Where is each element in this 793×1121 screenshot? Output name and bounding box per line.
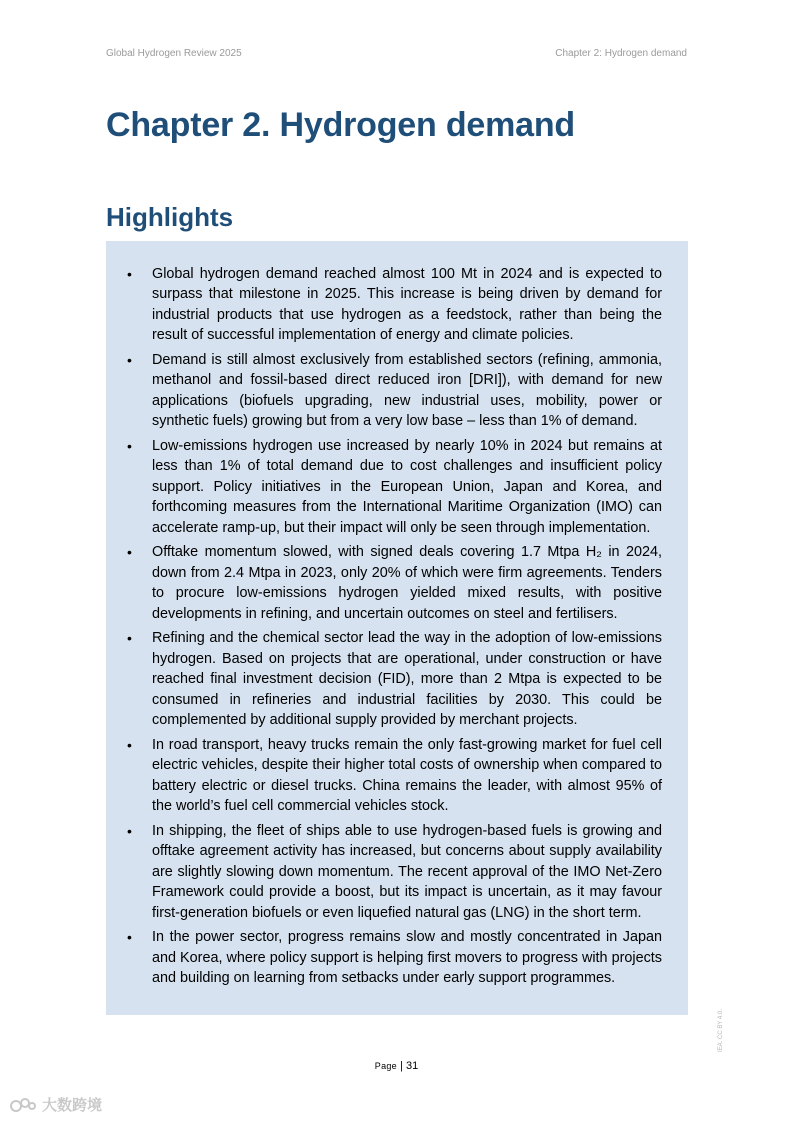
bullet-icon: •: [127, 266, 132, 282]
highlight-text: Refining and the chemical sector lead the way in the adoption of low-emissions hydrogen. Based on projects that are operational, under construction or have reached final investment decision (FID), more than 2 Mtpa is expected to be consumed in refineries and industrial facilities by 2030. This could be complemented by additional supply provided by merchant projects.: [152, 630, 662, 729]
page-label: Page: [374, 1061, 397, 1071]
bullet-icon: •: [127, 736, 132, 753]
highlight-text: In road transport, heavy trucks remain the only fast-growing market for fuel cell electric vehicles, despite their higher total costs of ownership when compared to battery electric or diesel trucks. China remains the leader, with almost 95% of the world’s fuel cell commercial vehicles stock.: [152, 736, 662, 815]
bullet-icon: •: [127, 929, 132, 946]
highlight-item: [127, 927, 662, 988]
page-separator: |: [397, 1060, 406, 1072]
page-number-value: 31: [405, 1060, 419, 1072]
highlight-text: Low-emissions hydrogen use increased by nearly 10% in 2024 but remains at less than 1% of total demand due to cost challenges and insufficient policy support. Policy initiatives in the European Union, Japan and Korea, and forthcoming measures from the International Maritime Organization (IMO) can accelerate ramp-up, but their impact will only be seen through implementation.: [152, 438, 662, 536]
bullet-icon: •: [127, 438, 132, 455]
page-number: [0, 1060, 793, 1072]
license-note: IEA. CC BY 4.0.: [718, 1009, 724, 1052]
chapter-title: Chapter 2. Hydrogen demand: [106, 106, 575, 144]
highlights-list: [127, 264, 662, 989]
highlight-item: [127, 735, 662, 817]
highlights-box: [106, 241, 688, 1015]
highlight-item: [127, 821, 662, 923]
highlight-item: [127, 264, 662, 346]
highlight-text: In the power sector, progress remains slow and mostly concentrated in Japan and Korea, where policy support is helping first movers to progress with projects and building on learning from setbacks under early support programmes.: [152, 929, 662, 987]
bullet-icon: •: [127, 822, 132, 839]
watermark-logo-icon: [8, 1095, 38, 1115]
highlight-text: Demand is still almost exclusively from established sectors (refining, ammonia, methanol and fossil-based direct reduced iron [DRI]), with demand for new applications (biofuels upgrading, new industrial uses, mobility, power or synthetic fuels) growing but from a very low base – less than 1% of demand.: [152, 352, 662, 430]
bullet-icon: •: [127, 352, 132, 369]
highlight-text: Offtake momentum slowed, with signed deals covering 1.7 Mtpa H₂ in 2024, down from 2.4 Mtpa in 2023, only 20% of which were firm agreements. Tenders to procure low-emissions hydrogen yielded mixed results, with positive developments in refining, and uncertain outcomes on steel and fertilisers.: [152, 544, 662, 622]
highlight-text: In shipping, the fleet of ships able to use hydrogen-based fuels is growing and offtake agreement activity has increased, but concerns about supply availability are slightly slowing down momentum. The recent approval of the IMO Net-Zero Framework could provide a boost, but its impact is uncertain, as it may favour first-generation biofuels or even liquefied natural gas (LNG) in the short term.: [152, 822, 662, 921]
highlight-item: [127, 436, 662, 538]
bullet-icon: •: [127, 630, 132, 647]
watermark: [8, 1094, 102, 1115]
highlight-item: [127, 350, 662, 432]
header-report-title: Global Hydrogen Review 2025: [106, 48, 242, 59]
highlight-item: [127, 542, 662, 624]
watermark-text: 大数跨境: [42, 1097, 103, 1114]
running-header: [106, 48, 687, 59]
highlight-text: Global hydrogen demand reached almost 100 Mt in 2024 and is expected to surpass that milestone in 2025. This increase is being driven by demand for industrial products that use hydrogen as a feedstock, rather than being the result of successful implementation of energy and climate policies.: [152, 266, 662, 344]
highlight-item: [127, 628, 662, 730]
section-title: Highlights: [106, 202, 234, 232]
header-chapter-name: Chapter 2: Hydrogen demand: [555, 48, 687, 59]
bullet-icon: •: [127, 544, 132, 561]
